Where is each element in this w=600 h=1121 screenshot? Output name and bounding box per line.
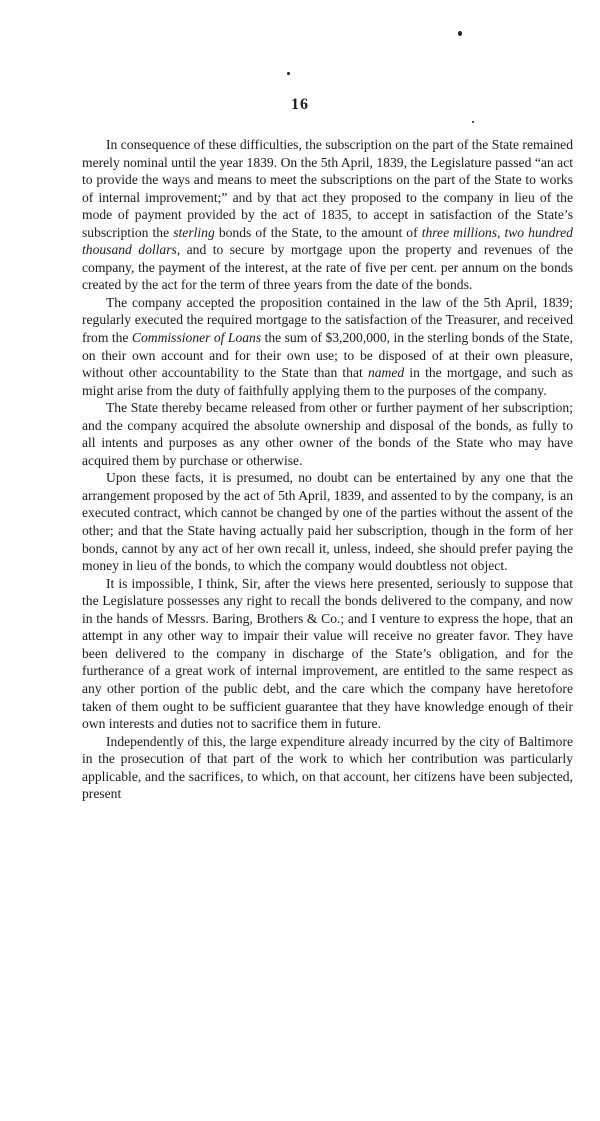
text-span: , and to secure by mortgage upon the property and revenues of the company, the payment of the interest, at the rate of five per cent. per annum on the bonds created by the act for the term of three years from the date of the bonds. bbox=[82, 242, 573, 293]
ink-speck bbox=[472, 121, 474, 123]
text-span: The company accepted the proposition contained in the law of the 5th April, 1839; regularly executed the required mortgage to the satisfaction of the Treasurer, and received from the bbox=[82, 294, 573, 346]
text-span: Upon these facts, it is presumed, no doubt can be entertained by any one that the arrangement proposed by the act of 5th April, 1839, and assented to by the company, is an executed contract, which cannot be changed by one of the parties without the assent of the other; and that the State having actually paid her subscription, though in the form of her bonds, cannot by any act of her own recall it, unless, indeed, she should prefer paying the money in lieu of the bonds, to which the company would doubtless not object. bbox=[82, 470, 573, 574]
ink-speck bbox=[458, 31, 462, 36]
text-span: In consequence of these difficulties, the subscription on the part of the State remained merely nominal until the year 1839. On the 5th April, 1839, the Legislature passed “an act to provide the ways and means to meet the subscriptions on the part of the State to works of internal improvement;” and by that act they proposed to the company in lieu of the mode of payment provided by the act of 1835, to accept in satisfaction of the State’s subscription the bbox=[82, 137, 573, 240]
ink-speck bbox=[287, 72, 290, 75]
paragraph-3 bbox=[82, 399, 573, 469]
paragraph-6 bbox=[82, 733, 573, 803]
italic-text-span: named bbox=[367, 365, 405, 381]
body-text bbox=[82, 136, 573, 803]
text-span: It is impossible, I think, Sir, after the views here presented, seriously to suppose that the Legislature possesses any right to recall the bonds delivered to the company, and now in the hands of Messrs. Baring, Brothers & Co.; and I venture to express the hope, that an attempt in any other way to impair their value will receive no greater favor. They have been delivered to the company in discharge of the State’s obligation, and for the furtherance of a great work of internal improvement, are entitled to the same respect as any other portion of the public debt, and the care which the company have heretofore taken of them ought to be sufficient guarantee that they have knowledge enough of their own interests and duties not to sacrifice them in future. bbox=[82, 575, 573, 732]
italic-text-span: Commissioner of Loans bbox=[131, 330, 262, 346]
text-span: bonds of the State, to the amount of bbox=[214, 224, 422, 240]
italic-text-span: sterling bbox=[173, 224, 215, 240]
paragraph-4 bbox=[82, 469, 573, 574]
text-span: The State thereby became released from other or further payment of her subscription; and the company acquired the absolute ownership and disposal of the bonds, as fully to all intents and purposes as any other owner of the bonds of the State who may have acquired them by purchase or otherwise. bbox=[82, 400, 573, 468]
paragraph-5 bbox=[82, 575, 573, 733]
italic-text-span: three millions, two hundred thousand dollars bbox=[82, 224, 573, 258]
page-number: 16 bbox=[291, 96, 309, 113]
paragraph-1 bbox=[82, 136, 573, 294]
paragraph-2 bbox=[82, 294, 573, 399]
text-span: in the mortgage, and such as might arise from the duty of faithfully applying them to the purposes of the company. bbox=[82, 365, 573, 398]
text-span: Independently of this, the large expenditure already incurred by the city of Baltimore in the prosecution of that part of the work to which her contribution was particularly applicable, and the sacrifices, to which, on that account, her citizens have been subjected, present bbox=[82, 733, 573, 802]
text-span: the sum of $3,200,000, in the sterling bonds of the State, on their own account and for their own use; to be disposed of at their own pleasure, without other accountability to the State than that bbox=[82, 330, 573, 381]
